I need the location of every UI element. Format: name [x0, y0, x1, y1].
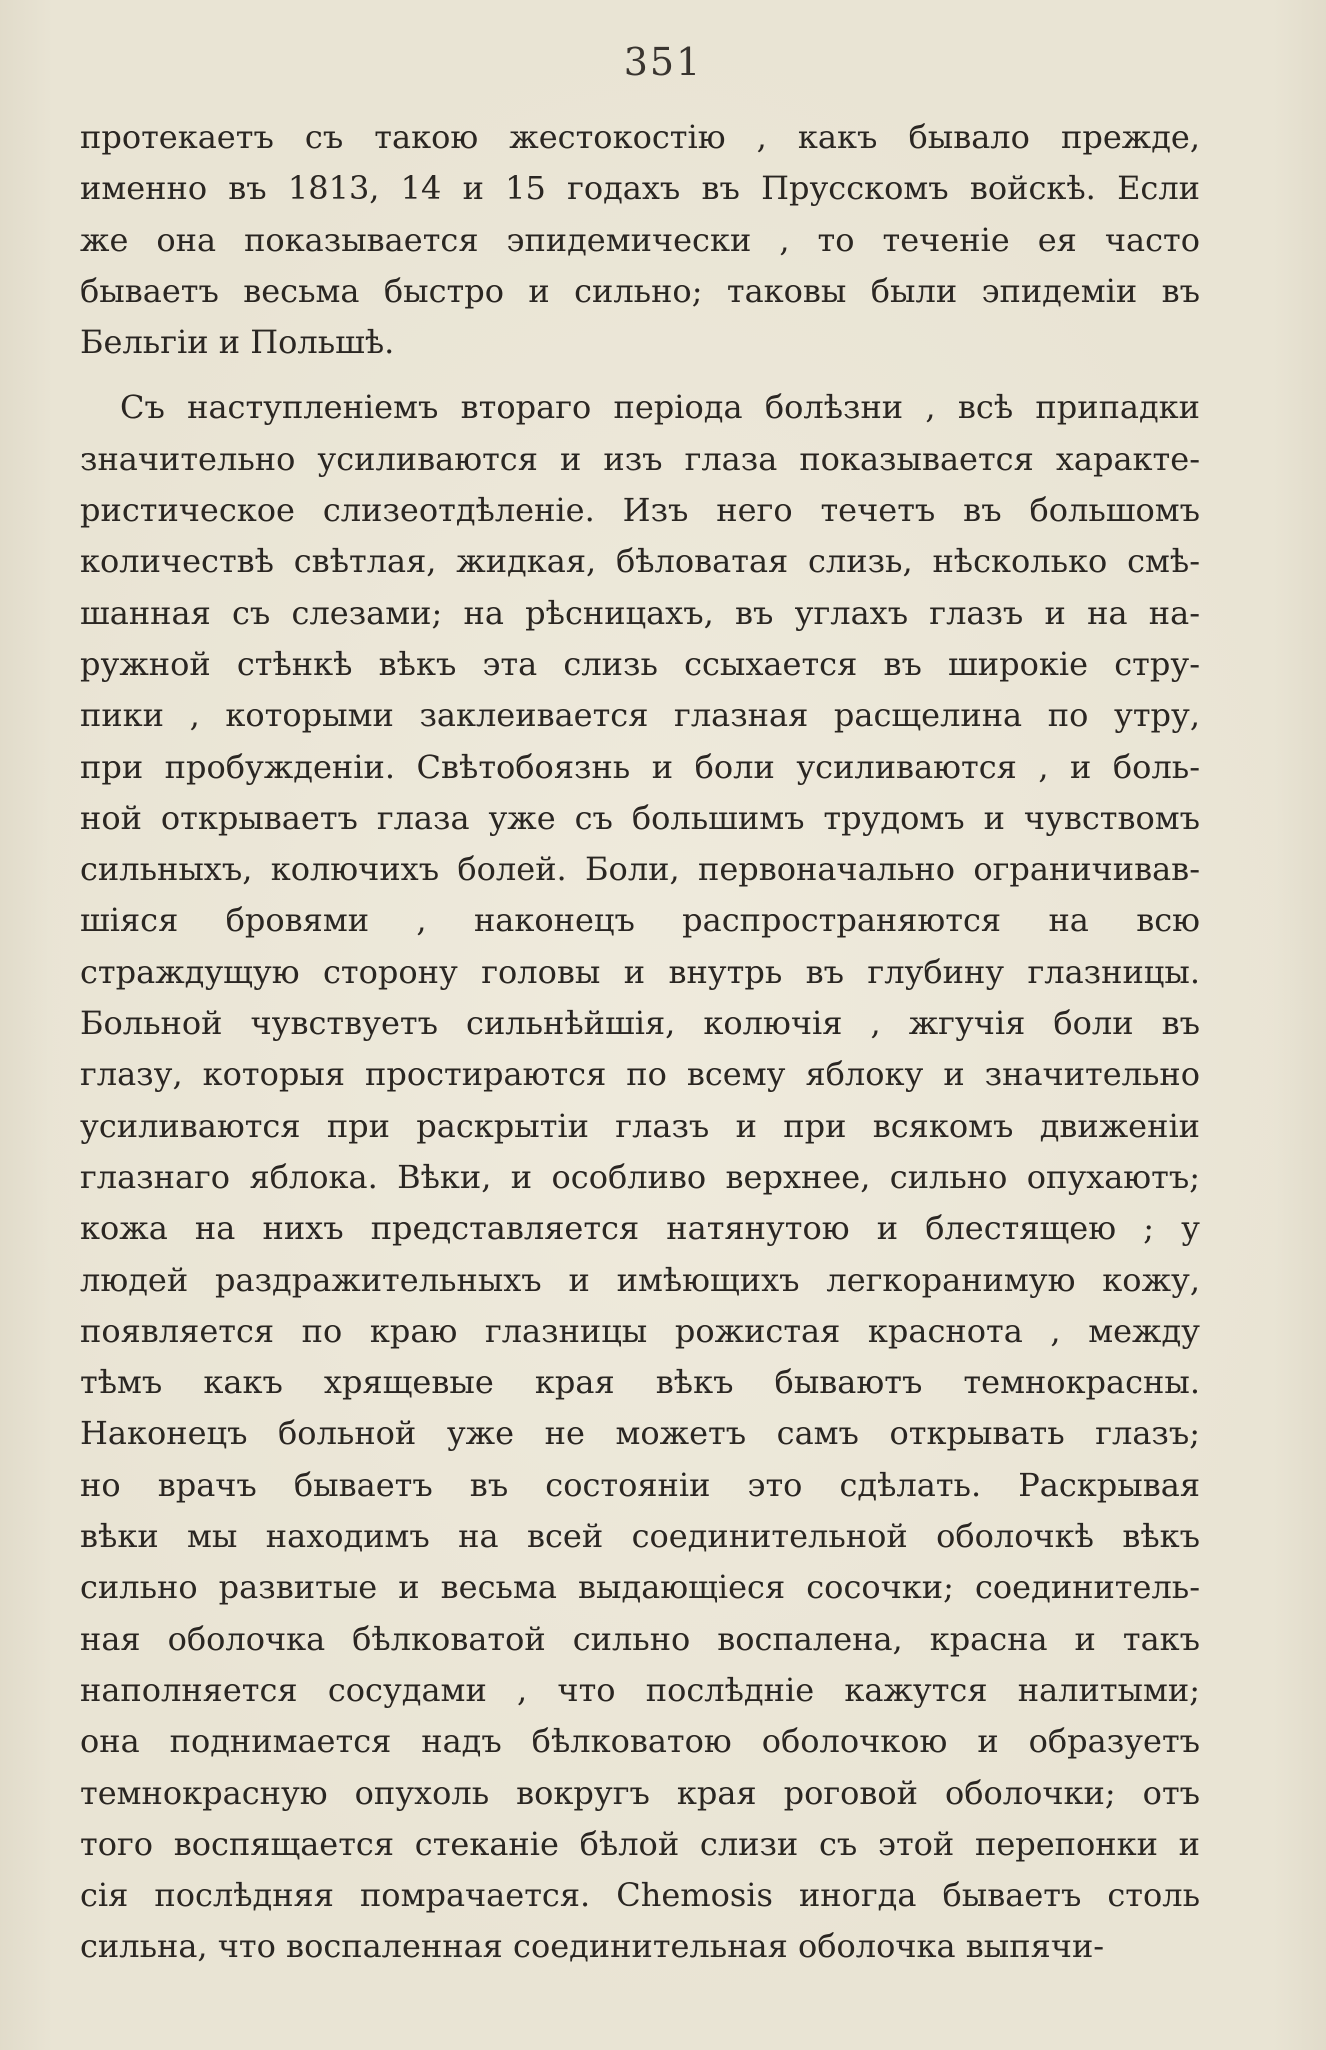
- text-line: того воспящается стеканіе бѣлой слизи съ этой перепонки и: [80, 1824, 1200, 1863]
- text-line: глазнаго яблока. Вѣки, и особливо верхнее, сильно опухаютъ;: [80, 1157, 1200, 1196]
- text-line: сія послѣдняя помрачается. Chemosis иногда бываетъ столь: [80, 1876, 1200, 1915]
- text-line: страждущую сторону головы и внутрь въ глубину глазницы.: [80, 952, 1200, 991]
- text-line: Бельгіи и Польшѣ.: [80, 323, 395, 362]
- text-line: вѣки мы находимъ на всей соединительной оболочкѣ вѣкъ: [80, 1517, 1200, 1556]
- paragraph: [80, 112, 1200, 368]
- text-line: ружной стѣнкѣ вѣкъ эта слизь ссыхается въ широкіе стру-: [80, 644, 1200, 683]
- text-line: же она показывается эпидемически , то теченіе ея часто: [80, 220, 1200, 259]
- text-line: появляется по краю глазницы рожистая краснота , между: [80, 1311, 1200, 1350]
- body-text: [80, 112, 1200, 1973]
- text-line: сильна, что воспаленная соединительная оболочка выпячи-: [80, 1927, 1105, 1966]
- text-line: протекаетъ съ такою жестокостію , какъ бывало прежде,: [80, 118, 1200, 156]
- text-line: Наконецъ больной уже не можетъ самъ открывать глазъ;: [80, 1414, 1200, 1453]
- text-line: она поднимается надъ бѣлковатою оболочкою и образуетъ: [80, 1722, 1200, 1761]
- text-line: наполняется сосудами , что послѣдніе кажутся налитыми;: [80, 1670, 1200, 1709]
- paragraph-gap: [80, 368, 1200, 382]
- text-line: тѣмъ какъ хрящевые края вѣкъ бываютъ темнокрасны.: [80, 1363, 1200, 1402]
- text-line: ная оболочка бѣлковатой сильно воспалена, красна и такъ: [80, 1619, 1200, 1658]
- text-line: сильныхъ, колючихъ болей. Боли, первоначально ограничивав-: [80, 850, 1200, 889]
- text-line: количествѣ свѣтлая, жидкая, бѣловатая слизь, нѣсколько смѣ-: [80, 542, 1200, 581]
- text-line: пики , которыми заклеивается глазная расщелина по утру,: [80, 696, 1200, 735]
- text-line: темнокрасную опухоль вокругъ края роговой оболочки; отъ: [80, 1773, 1200, 1812]
- text-line: значительно усиливаются и изъ глаза показывается характе-: [80, 439, 1200, 478]
- text-line: бываетъ весьма быстро и сильно; таковы были эпидеміи въ: [80, 271, 1200, 310]
- page-number: 351: [623, 40, 703, 84]
- text-line: людей раздражительныхъ и имѣющихъ легкоранимую кожу,: [80, 1260, 1200, 1299]
- text-line: но врачъ бываетъ въ состояніи это сдѣлать. Раскрывая: [80, 1465, 1200, 1504]
- text-line: глазу, которыя простираются по всему яблоку и значительно: [80, 1055, 1200, 1094]
- text-line: Больной чувствуетъ сильнѣйшія, колючія , жгучія боли въ: [80, 1004, 1200, 1043]
- text-line: шіяся бровями , наконецъ распространяются на всю: [80, 901, 1200, 940]
- paragraph: [80, 382, 1200, 1972]
- text-line: усиливаются при раскрытіи глазъ и при всякомъ движеніи: [80, 1106, 1200, 1145]
- text-line: именно въ 1813, 14 и 15 годахъ въ Прусскомъ войскѣ. Если: [80, 169, 1200, 208]
- text-line: ристическое слизеотдѣленіе. Изъ него течетъ въ большомъ: [80, 491, 1200, 530]
- text-line: шанная съ слезами; на рѣсницахъ, въ углахъ глазъ и на на-: [80, 593, 1200, 632]
- text-line: при пробужденіи. Свѣтобоязнь и боли усиливаются , и боль-: [80, 747, 1200, 786]
- text-line: Съ наступленіемъ втораго періода болѣзни , всѣ припадки: [120, 388, 1200, 427]
- text-line: ной открываетъ глаза уже съ большимъ трудомъ и чувствомъ: [80, 798, 1200, 837]
- text-line: кожа на нихъ представляется натянутою и блестящею ; у: [80, 1209, 1200, 1248]
- text-line: сильно развитые и весьма выдающіеся сосочки; соединитель-: [80, 1568, 1200, 1607]
